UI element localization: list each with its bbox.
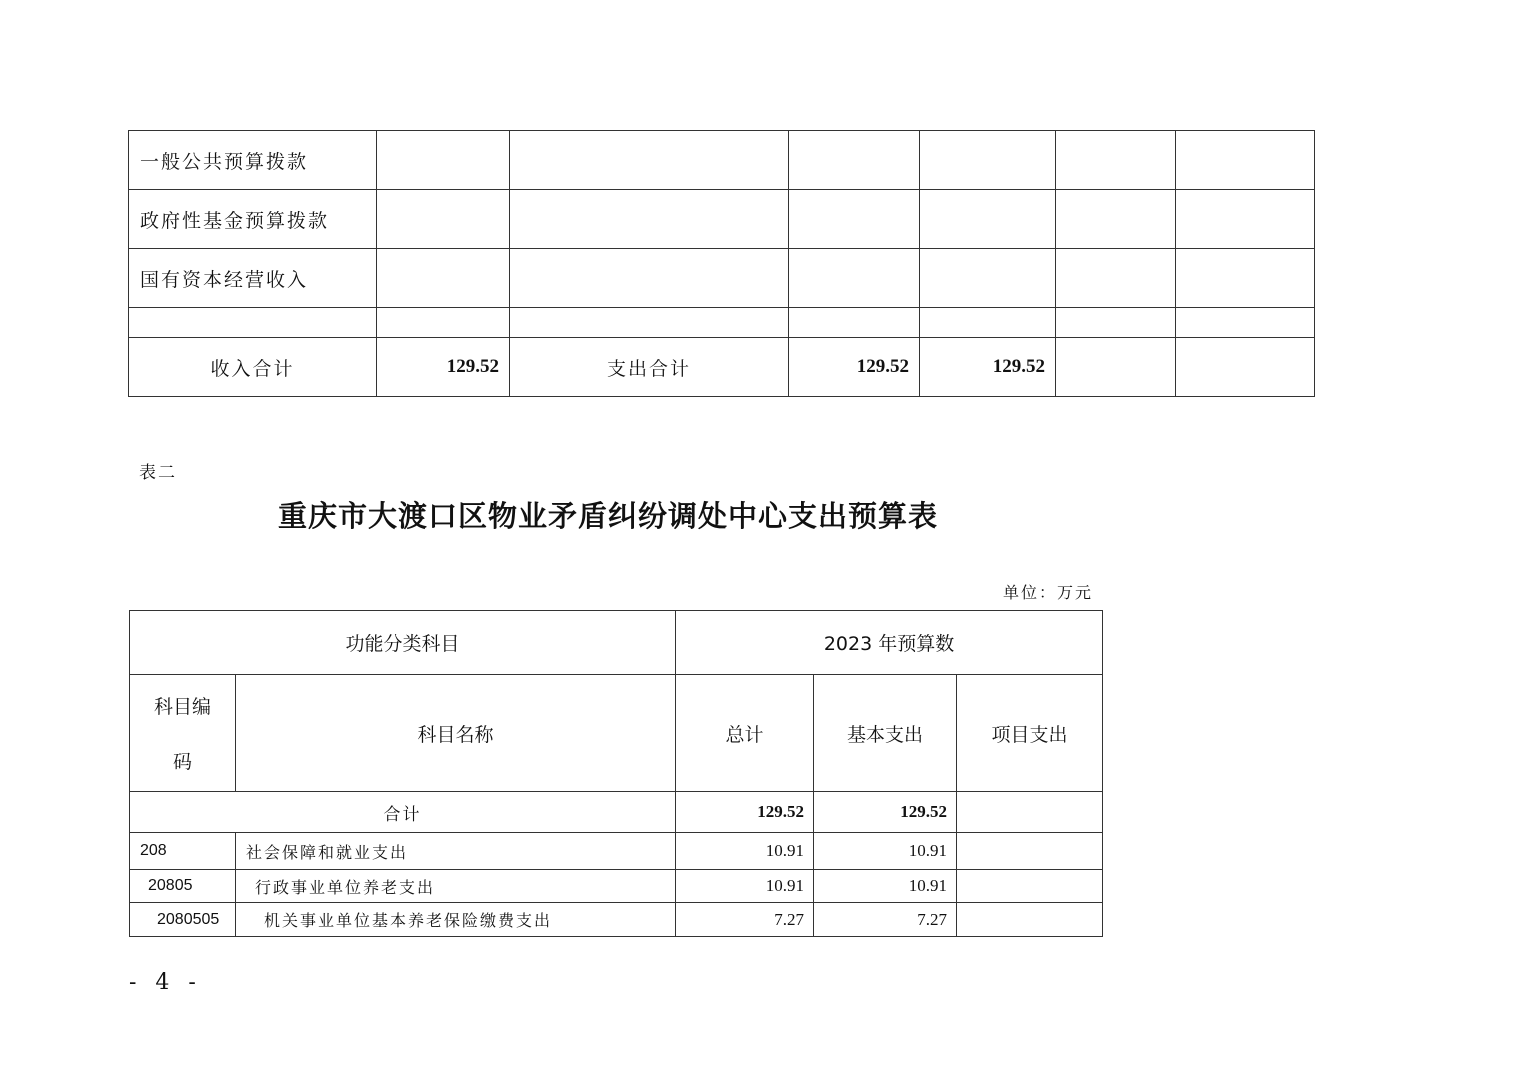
header-function-category: 功能分类科目 — [130, 611, 676, 675]
header-group-row — [130, 611, 1103, 675]
subject-project — [957, 833, 1103, 870]
subject-project — [957, 870, 1103, 903]
expenditure-budget-table — [129, 610, 1103, 937]
table-row — [130, 870, 1103, 903]
row-label: 国有资本经营收入 — [129, 249, 377, 308]
page-title: 重庆市大渡口区物业矛盾纠纷调处中心支出预算表 — [278, 499, 939, 533]
subject-name: 行政事业单位养老支出 — [236, 870, 676, 903]
total-total: 129.52 — [676, 792, 814, 833]
total-label: 合计 — [130, 792, 676, 833]
table-row — [129, 308, 1315, 338]
header-row — [130, 675, 1103, 792]
income-total-label: 收入合计 — [129, 338, 377, 397]
row-label: 一般公共预算拨款 — [129, 131, 377, 190]
header-project: 项目支出 — [957, 675, 1103, 792]
subject-basic: 10.91 — [814, 833, 957, 870]
table-tag: 表二 — [139, 463, 177, 483]
expense-total-value-2: 129.52 — [920, 338, 1056, 397]
subject-total: 10.91 — [676, 870, 814, 903]
subject-name: 机关事业单位基本养老保险缴费支出 — [236, 903, 676, 937]
header-total: 总计 — [676, 675, 814, 792]
subject-total: 10.91 — [676, 833, 814, 870]
subject-code: 20805 — [130, 870, 236, 903]
table-row — [130, 833, 1103, 870]
header-budget-year: 2023 年预算数 — [676, 611, 1103, 675]
header-basic: 基本支出 — [814, 675, 957, 792]
table-row — [130, 903, 1103, 937]
expense-total-label: 支出合计 — [510, 338, 789, 397]
table-row — [129, 131, 1315, 190]
total-row — [129, 338, 1315, 397]
income-total-value: 129.52 — [377, 338, 510, 397]
table-row — [129, 249, 1315, 308]
subject-code: 2080505 — [130, 903, 236, 937]
subject-name: 社会保障和就业支出 — [236, 833, 676, 870]
subject-basic: 10.91 — [814, 870, 957, 903]
unit-label: 单位：万元 — [1003, 583, 1094, 602]
header-code: 科目编 码 — [130, 675, 236, 792]
total-row — [130, 792, 1103, 833]
total-basic: 129.52 — [814, 792, 957, 833]
header-name: 科目名称 — [236, 675, 676, 792]
subject-code: 208 — [130, 833, 236, 870]
expense-total-value: 129.52 — [789, 338, 920, 397]
subject-total: 7.27 — [676, 903, 814, 937]
subject-basic: 7.27 — [814, 903, 957, 937]
table-row — [129, 190, 1315, 249]
row-label: 政府性基金预算拨款 — [129, 190, 377, 249]
total-project — [957, 792, 1103, 833]
income-expense-summary-table — [128, 130, 1315, 397]
page-number: - 4 - — [129, 970, 202, 995]
subject-project — [957, 903, 1103, 937]
